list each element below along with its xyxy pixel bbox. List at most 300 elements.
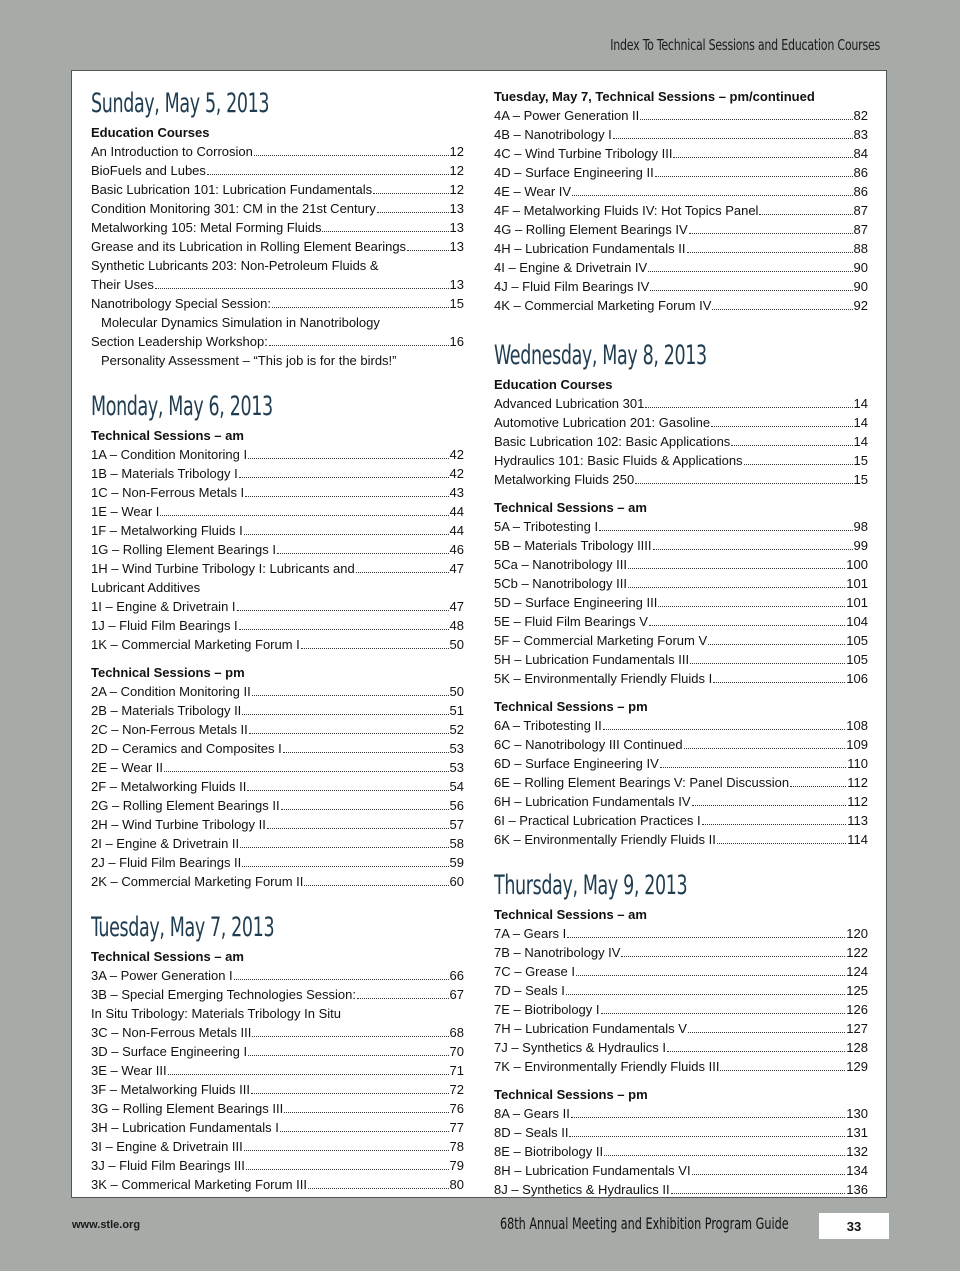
entry-title: 4H – Lubrication Fundamentals II — [494, 241, 686, 256]
dot-leader — [690, 650, 845, 664]
section-heading: Technical Sessions – am — [494, 907, 647, 922]
index-entry — [91, 777, 464, 796]
index-entry — [494, 201, 868, 220]
entry-page-number: 13 — [449, 277, 464, 292]
index-entry — [91, 758, 464, 777]
entry-title: 2H – Wind Turbine Tribology II — [91, 817, 266, 832]
entry-title: 3H – Lubrication Fundamentals I — [91, 1120, 279, 1135]
dot-leader — [234, 966, 449, 980]
index-entry — [91, 483, 464, 502]
dot-leader — [655, 163, 853, 177]
day-heading: Tuesday, May 7, 2013 — [91, 912, 275, 943]
entry-title: 1I – Engine & Drivetrain I — [91, 599, 236, 614]
index-entry — [91, 853, 464, 872]
index-entry — [91, 1042, 464, 1061]
entries-list — [91, 445, 464, 654]
dot-leader — [658, 593, 845, 607]
dot-leader — [711, 413, 852, 427]
entry-title: 8E – Biotribology II — [494, 1144, 604, 1159]
index-entry — [91, 701, 464, 720]
dot-leader — [790, 773, 846, 787]
dot-leader — [572, 182, 852, 196]
day-sunday — [91, 85, 464, 370]
entry-title: Advanced Lubrication 301 — [494, 396, 645, 411]
entry-page-number: 90 — [853, 279, 868, 294]
index-entry — [91, 559, 464, 578]
entry-title: 7J – Synthetics & Hydraulics I — [494, 1040, 666, 1055]
entry-page-number: 12 — [449, 144, 464, 159]
entry-continuation: Lubricant Additives — [91, 580, 201, 595]
entry-title: 6H – Lubrication Fundamentals IV — [494, 794, 691, 809]
index-entry — [494, 182, 868, 201]
entries-list — [494, 1104, 868, 1199]
index-entry — [91, 142, 464, 161]
dot-leader — [249, 720, 449, 734]
index-entry — [494, 1161, 868, 1180]
dot-leader — [247, 777, 448, 791]
day-heading: Thursday, May 9, 2013 — [494, 870, 688, 901]
entries-list — [91, 142, 464, 370]
index-entry — [494, 517, 868, 536]
entry-page-number: 99 — [853, 538, 868, 553]
dot-leader — [246, 1156, 449, 1170]
entry-title: 8A – Gears II — [494, 1106, 570, 1121]
entry-title: 2A – Condition Monitoring II — [91, 684, 251, 699]
entry-page-number: 71 — [449, 1063, 464, 1078]
entry-title: 3K – Commerical Marketing Forum III — [91, 1177, 308, 1192]
entry-title: 5A – Tribotesting I — [494, 519, 599, 534]
dot-leader — [239, 616, 449, 630]
entry-title: 3J – Fluid Film Bearings III — [91, 1158, 245, 1173]
index-entry — [494, 1180, 868, 1199]
entry-page-number: 59 — [449, 855, 464, 870]
dot-leader — [160, 502, 448, 516]
entry-title: 6K – Environmentally Friendly Fluids II — [494, 832, 716, 847]
index-entry — [494, 296, 868, 315]
entry-title: 6D – Surface Engineering IV — [494, 756, 659, 771]
index-entry — [91, 966, 464, 985]
index-entry — [494, 451, 868, 470]
entry-page-number: 14 — [853, 396, 868, 411]
dot-leader — [759, 201, 852, 215]
index-entry — [91, 1118, 464, 1137]
dot-leader — [744, 451, 853, 465]
entry-title: 1A – Condition Monitoring I — [91, 447, 248, 462]
index-entry — [91, 1023, 464, 1042]
entry-page-number: 113 — [847, 813, 868, 828]
entry-page-number: 105 — [846, 652, 868, 667]
entry-title: Section Leadership Workshop: — [91, 334, 268, 349]
index-entry — [494, 754, 868, 773]
day-sections — [91, 426, 464, 891]
entry-page-number: 47 — [449, 599, 464, 614]
index-entry — [494, 536, 868, 555]
dot-leader — [244, 1137, 449, 1151]
index-entry — [494, 144, 868, 163]
entry-page-number: 109 — [846, 737, 868, 752]
entry-title: 6A – Tribotesting II — [494, 718, 602, 733]
dot-leader — [377, 199, 449, 213]
entry-page-number: 14 — [853, 434, 868, 449]
entry-page-number: 14 — [853, 415, 868, 430]
dot-leader — [373, 180, 448, 194]
dot-leader — [635, 470, 852, 484]
dot-leader — [242, 701, 448, 715]
dot-leader — [304, 872, 448, 886]
dot-leader — [252, 682, 449, 696]
index-entry — [91, 540, 464, 559]
index-entry — [494, 1142, 868, 1161]
entry-continuation: In Situ Tribology: Materials Tribology In Situ — [91, 1006, 342, 1021]
index-content-box — [71, 70, 887, 1198]
entry-page-number: 13 — [449, 220, 464, 235]
section-heading: Education Courses — [91, 125, 210, 140]
day-monday — [91, 388, 464, 891]
entry-title: 3D – Surface Engineering I — [91, 1044, 248, 1059]
day-heading: Monday, May 6, 2013 — [91, 391, 273, 422]
index-entry — [494, 830, 868, 849]
dot-leader — [689, 220, 853, 234]
entry-page-number: 53 — [449, 741, 464, 756]
entry-title: Their Uses — [91, 277, 154, 292]
entry-title: 3A – Power Generation I — [91, 968, 233, 983]
entry-page-number: 53 — [449, 760, 464, 775]
index-entry — [494, 470, 868, 489]
entry-page-number: 46 — [449, 542, 464, 557]
index-entry — [494, 735, 868, 754]
index-entry — [494, 612, 868, 631]
dot-leader — [713, 669, 845, 683]
dot-leader — [717, 830, 846, 844]
entry-page-number: 86 — [853, 165, 868, 180]
entry-page-number: 128 — [846, 1040, 868, 1055]
index-entry — [494, 555, 868, 574]
entry-title: Metalworking Fluids 250 — [494, 472, 635, 487]
entry-page-number: 134 — [846, 1163, 868, 1178]
entry-continuation: Personality Assessment – “This job is for the birds!” — [101, 353, 397, 368]
index-entry — [494, 106, 868, 125]
entry-page-number: 105 — [846, 633, 868, 648]
day-tuesday-pm — [494, 87, 868, 315]
entry-page-number: 44 — [449, 523, 464, 538]
entry-title: 3G – Rolling Element Bearings III — [91, 1101, 284, 1116]
entry-page-number: 112 — [847, 794, 868, 809]
entry-title: 2K – Commercial Marketing Forum II — [91, 874, 304, 889]
index-entry — [91, 180, 464, 199]
entry-title: 7D – Seals I — [494, 983, 565, 998]
index-entry — [494, 1057, 868, 1076]
day-sections — [494, 375, 868, 849]
entry-page-number: 66 — [449, 968, 464, 983]
entry-page-number: 104 — [846, 614, 868, 629]
entry-page-number: 68 — [449, 1025, 464, 1040]
section-heading: Technical Sessions – am — [91, 428, 244, 443]
index-entry — [91, 199, 464, 218]
entry-page-number: 82 — [853, 108, 868, 123]
entry-title: 7C – Grease I — [494, 964, 575, 979]
entry-continuation: Synthetic Lubricants 203: Non-Petroleum Fluids & — [91, 258, 379, 273]
entry-page-number: 80 — [449, 1177, 464, 1192]
entry-page-number: 72 — [449, 1082, 464, 1097]
entry-title: 2B – Materials Tribology II — [91, 703, 242, 718]
entry-page-number: 87 — [853, 222, 868, 237]
dot-leader — [267, 815, 449, 829]
entry-title: 6E – Rolling Element Bearings V: Panel Discussion — [494, 775, 790, 790]
entry-title: 1H – Wind Turbine Tribology I: Lubricants and — [91, 561, 355, 576]
right-column — [494, 71, 868, 1199]
dot-leader — [599, 517, 852, 531]
entry-page-number: 50 — [449, 637, 464, 652]
dot-leader — [252, 1023, 448, 1037]
entries-list — [494, 394, 868, 489]
footer-title: 68th Annual Meeting and Exhibition Program Guide — [500, 1214, 789, 1233]
dot-leader — [731, 432, 852, 446]
entry-title: 7A – Gears I — [494, 926, 567, 941]
index-entry — [91, 985, 464, 1004]
entry-page-number: 92 — [853, 298, 868, 313]
entries-list — [494, 517, 868, 688]
entry-title: 2F – Metalworking Fluids II — [91, 779, 247, 794]
page-number: 33 — [819, 1213, 889, 1239]
entry-page-number: 42 — [449, 447, 464, 462]
entry-title: 5B – Materials Tribology IIII — [494, 538, 652, 553]
dot-leader — [239, 464, 449, 478]
dot-leader — [653, 536, 853, 550]
day-tuesday — [91, 909, 464, 1194]
dot-leader — [720, 1057, 845, 1071]
day-heading: Sunday, May 5, 2013 — [91, 88, 270, 119]
index-entry — [91, 1080, 464, 1099]
entry-page-number: 13 — [449, 239, 464, 254]
dot-leader — [248, 445, 448, 459]
index-entry — [494, 962, 868, 981]
dot-leader — [601, 1000, 846, 1014]
dot-leader — [688, 1019, 845, 1033]
entry-title: 4G – Rolling Element Bearings IV — [494, 222, 688, 237]
page-header-title: Index To Technical Sessions and Education Courses — [610, 36, 880, 54]
entry-title: 7H – Lubrication Fundamentals V — [494, 1021, 687, 1036]
entry-page-number: 16 — [449, 334, 464, 349]
entry-page-number: 110 — [847, 756, 868, 771]
entry-title: Basic Lubrication 102: Basic Applications — [494, 434, 731, 449]
dot-leader — [155, 275, 449, 289]
entry-title: 2E – Wear II — [91, 760, 164, 775]
entry-page-number: 108 — [846, 718, 868, 733]
index-entry — [91, 332, 464, 351]
index-entry — [494, 432, 868, 451]
dot-leader — [569, 1123, 845, 1137]
index-entry — [494, 716, 868, 735]
entry-page-number: 52 — [449, 722, 464, 737]
entry-page-number: 76 — [449, 1101, 464, 1116]
index-entry — [494, 277, 868, 296]
index-entry — [91, 597, 464, 616]
index-entry — [91, 720, 464, 739]
entry-title: 1B – Materials Tribology I — [91, 466, 238, 481]
dot-leader — [269, 332, 449, 346]
entries-list — [494, 716, 868, 849]
section-heading: Technical Sessions – pm — [91, 665, 245, 680]
dot-leader — [248, 1042, 448, 1056]
index-entry — [91, 635, 464, 654]
dot-leader — [667, 1038, 845, 1052]
index-entry — [91, 739, 464, 758]
index-entry — [91, 464, 464, 483]
entry-page-number: 101 — [846, 576, 868, 591]
index-entry — [91, 1061, 464, 1080]
entry-title: 5Ca – Nanotribology III — [494, 557, 627, 572]
entry-title: Nanotribology Special Session: — [91, 296, 271, 311]
dot-leader — [603, 716, 846, 730]
entry-page-number: 90 — [853, 260, 868, 275]
dot-leader — [648, 258, 852, 272]
entry-page-number: 130 — [846, 1106, 868, 1121]
dot-leader — [164, 758, 449, 772]
entry-page-number: 129 — [846, 1059, 868, 1074]
left-column — [91, 71, 464, 1194]
entry-title: Condition Monitoring 301: CM in the 21st Century — [91, 201, 376, 216]
index-entry — [494, 394, 868, 413]
dot-leader — [280, 1118, 449, 1132]
entry-page-number: 84 — [853, 146, 868, 161]
entry-page-number: 44 — [449, 504, 464, 519]
entry-title: 2G – Rolling Element Bearings II — [91, 798, 280, 813]
index-entry — [91, 834, 464, 853]
entries-list — [494, 106, 868, 315]
entry-title: 5Cb – Nanotribology III — [494, 576, 627, 591]
entry-title: Grease and its Lubrication in Rolling Element Bearings — [91, 239, 407, 254]
index-entry — [494, 239, 868, 258]
day-sections — [494, 905, 868, 1199]
entry-page-number: 15 — [449, 296, 464, 311]
entry-page-number: 67 — [449, 987, 464, 1002]
entry-page-number: 50 — [449, 684, 464, 699]
index-entry — [494, 258, 868, 277]
entry-page-number: 56 — [449, 798, 464, 813]
index-entry — [91, 815, 464, 834]
dot-leader — [308, 1175, 449, 1189]
index-entry — [91, 872, 464, 891]
dot-leader — [650, 277, 852, 291]
index-entry — [494, 1038, 868, 1057]
index-entry — [494, 593, 868, 612]
entry-title: 7B – Nanotribology IV — [494, 945, 621, 960]
dot-leader — [272, 294, 449, 308]
dot-leader — [283, 739, 449, 753]
entry-title: Metalworking 105: Metal Forming Fluids — [91, 220, 322, 235]
entry-page-number: 79 — [449, 1158, 464, 1173]
entry-page-number: 57 — [449, 817, 464, 832]
dot-leader — [673, 144, 852, 158]
index-entry — [91, 237, 464, 256]
index-entry — [494, 413, 868, 432]
index-entry — [494, 981, 868, 1000]
index-entry — [494, 669, 868, 688]
dot-leader — [712, 296, 852, 310]
dot-leader — [692, 1161, 846, 1175]
dot-leader — [604, 1142, 845, 1156]
entry-title: 2D – Ceramics and Composites I — [91, 741, 282, 756]
entry-title: Automotive Lubrication 201: Gasoline — [494, 415, 711, 430]
entry-page-number: 112 — [847, 775, 868, 790]
entry-page-number: 127 — [846, 1021, 868, 1036]
section-heading: Education Courses — [494, 377, 613, 392]
index-entry — [91, 218, 464, 237]
entry-title: 2C – Non-Ferrous Metals II — [91, 722, 248, 737]
section-heading: Technical Sessions – pm — [494, 699, 648, 714]
dot-leader — [645, 394, 852, 408]
footer-url[interactable]: www.stle.org — [72, 1219, 141, 1231]
dot-leader — [640, 106, 852, 120]
dot-leader — [356, 559, 449, 573]
dot-leader — [660, 754, 846, 768]
entry-title: 1G – Rolling Element Bearings I — [91, 542, 276, 557]
index-entry — [494, 1019, 868, 1038]
entry-title: 4K – Commercial Marketing Forum IV — [494, 298, 712, 313]
index-entry — [494, 650, 868, 669]
day-sections — [91, 123, 464, 370]
entry-page-number: 78 — [449, 1139, 464, 1154]
entries-list — [91, 682, 464, 891]
dot-leader — [284, 1099, 448, 1113]
dot-leader — [692, 792, 847, 806]
dot-leader — [708, 631, 845, 645]
index-entry — [91, 682, 464, 701]
dot-leader — [684, 735, 846, 749]
index-entry — [494, 163, 868, 182]
day-sections — [91, 947, 464, 1194]
index-entry — [494, 1123, 868, 1142]
entry-title: 1K – Commercial Marketing Forum I — [91, 637, 300, 652]
entry-page-number: 87 — [853, 203, 868, 218]
entry-page-number: 88 — [853, 241, 868, 256]
index-entry — [91, 1099, 464, 1118]
entry-title: 1J – Fluid Film Bearings I — [91, 618, 238, 633]
entry-page-number: 58 — [449, 836, 464, 851]
index-entry — [91, 275, 464, 294]
entry-page-number: 101 — [846, 595, 868, 610]
entry-page-number: 100 — [846, 557, 868, 572]
entry-page-number: 126 — [846, 1002, 868, 1017]
entry-page-number: 48 — [449, 618, 464, 633]
entry-page-number: 120 — [846, 926, 868, 941]
entry-title: 2I – Engine & Drivetrain II — [91, 836, 240, 851]
entry-title: 3E – Wear III — [91, 1063, 167, 1078]
entry-title: 4B – Nanotribology I — [494, 127, 612, 142]
dot-leader — [671, 1180, 846, 1194]
index-entry — [91, 161, 464, 180]
dot-leader — [357, 985, 449, 999]
entry-title: 3I – Engine & Drivetrain III — [91, 1139, 243, 1154]
entry-title: 4F – Metalworking Fluids IV: Hot Topics Panel — [494, 203, 759, 218]
entry-title: 5D – Surface Engineering III — [494, 595, 658, 610]
index-entry — [91, 502, 464, 521]
entry-page-number: 60 — [449, 874, 464, 889]
index-entry — [494, 125, 868, 144]
index-entry — [494, 220, 868, 239]
entry-page-number: 114 — [847, 832, 868, 847]
entry-title: An Introduction to Corrosion — [91, 144, 253, 159]
entry-page-number: 15 — [853, 472, 868, 487]
dot-leader — [242, 853, 448, 867]
dot-leader — [251, 1080, 449, 1094]
section-heading: Technical Sessions – am — [91, 949, 244, 964]
entry-title: 7K – Environmentally Friendly Fluids III — [494, 1059, 720, 1074]
index-entry — [91, 294, 464, 313]
dot-leader — [245, 483, 448, 497]
entries-list — [91, 966, 464, 1194]
index-entry — [91, 1175, 464, 1194]
